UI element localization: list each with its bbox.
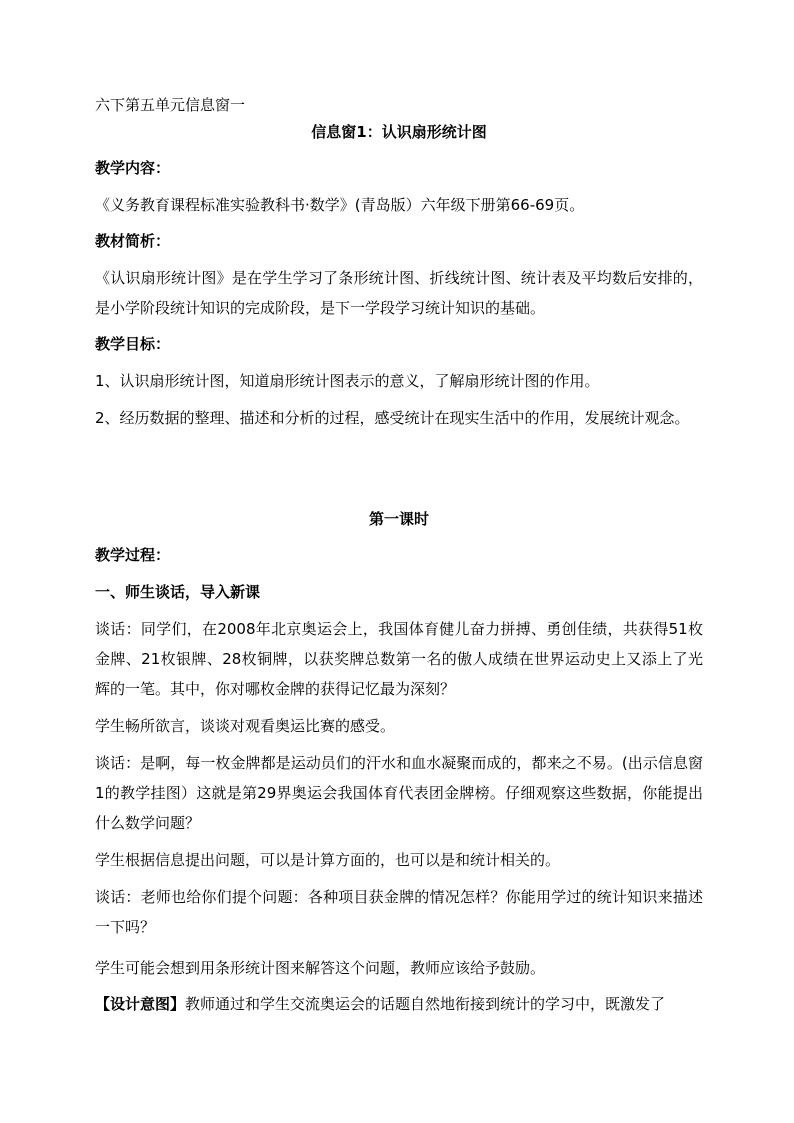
analysis-heading: 教材简析：: [95, 232, 171, 250]
document-title: 信息窗1：认识扇形统计图: [311, 123, 487, 141]
dialog-paragraph-2: 谈话：是啊，每一枚金牌都是运动员们的汗水和血水凝聚而成的，都来之不易。(出示信息窗1的教学挂图）这就是第29界奥运会我国体育代表团金牌榜。仔细观察这些数据，你能提出什么数学问题？: [95, 754, 703, 832]
process-heading: 教学过程：: [95, 546, 171, 564]
goal-item-1: 1、认识扇形统计图，知道扇形统计图表示的意义，了解扇形统计图的作用。: [95, 372, 600, 390]
design-intent-line: [95, 994, 665, 1014]
header-note: 六下第五单元信息窗一: [95, 96, 246, 114]
design-intent-text: 教师通过和学生交流奥运会的话题自然地衔接到统计的学习中，既激发了: [185, 995, 666, 1013]
goals-heading: 教学目标：: [95, 335, 171, 353]
content-heading: 教学内容：: [95, 159, 171, 177]
step-1-heading: 一、师生谈话，导入新课: [95, 583, 261, 601]
design-intent-label: 【设计意图】: [95, 995, 186, 1013]
student-response-1: 学生畅所欲言，谈谈对观看奥运比赛的感受。: [95, 717, 396, 735]
lesson-heading: 第一课时: [368, 510, 429, 528]
dialog-paragraph-3: 谈话：老师也给你们提个问题：各种项目获金牌的情况怎样？你能用学过的统计知识来描述一下吗？: [95, 888, 703, 936]
student-response-2: 学生根据信息提出问题，可以是计算方面的，也可以是和统计相关的。: [95, 851, 561, 869]
content-text: 《义务教育课程标准实验教科书·数学》(青岛版）六年级下册第66-69页。: [95, 196, 585, 214]
dialog-paragraph-1: 谈话：同学们，在2008年北京奥运会上，我国体育健儿奋力拼搏、勇创佳绩，共获得51枚金牌、21枚银牌、28枚铜牌，以获奖牌总数第一名的傲人成绩在世界运动史上又添上了光辉的一笔。其中，你对哪枚金牌的获得记忆最为深刻？: [95, 620, 703, 698]
student-response-3: 学生可能会想到用条形统计图来解答这个问题，教师应该给予鼓励。: [95, 959, 546, 977]
analysis-paragraph: 《认识扇形统计图》是在学生学习了条形统计图、折线统计图、统计表及平均数后安排的，是小学阶段统计知识的完成阶段，是下一学段学习统计知识的基础。: [95, 269, 703, 317]
goal-item-2: 2、经历数据的整理、描述和分析的过程，感受统计在现实生活中的作用，发展统计观念。: [95, 409, 690, 427]
